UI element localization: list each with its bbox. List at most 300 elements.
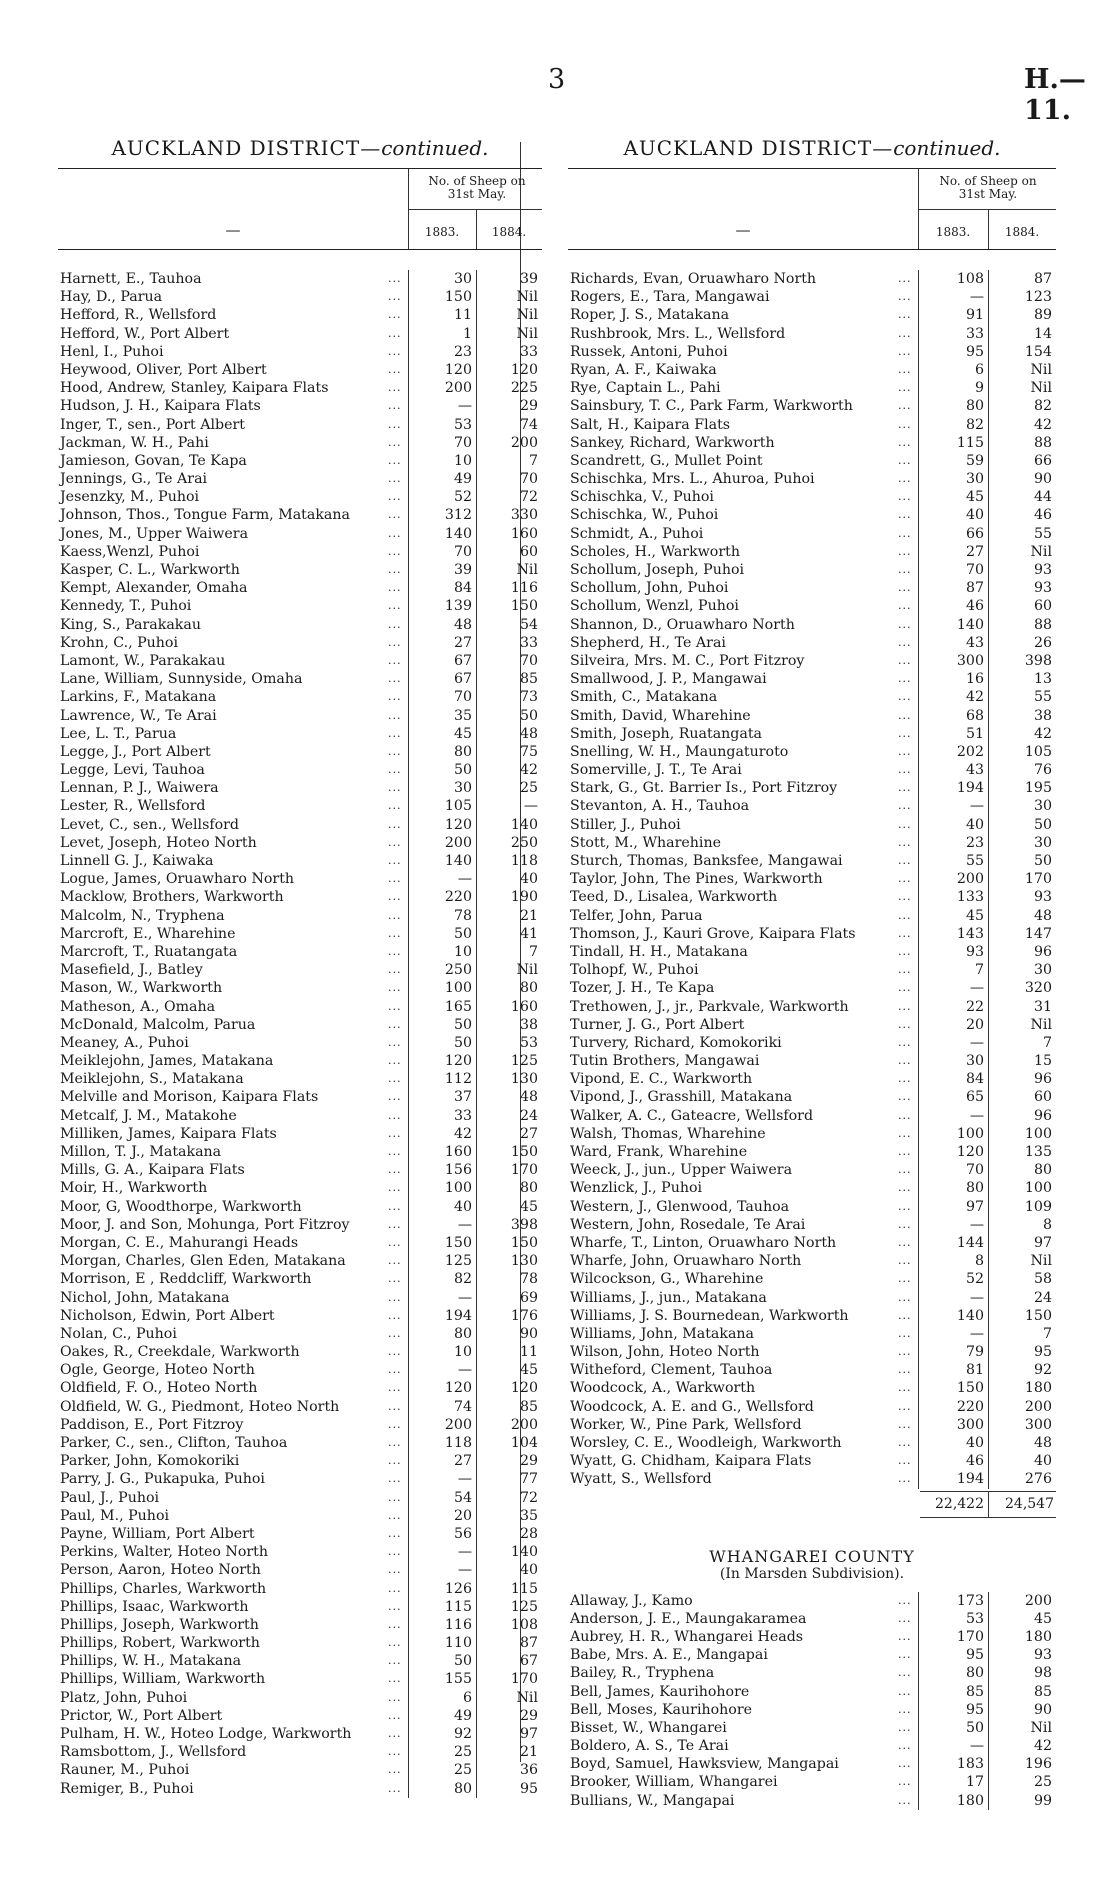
table-row — [58, 1670, 542, 1688]
sheep-1884: Nil — [1030, 1253, 1052, 1270]
sheep-1883: 42 — [453, 1125, 472, 1142]
sheep-1884: Nil — [516, 325, 538, 342]
sheep-1883: 10 — [453, 452, 472, 469]
leader-dots: ... — [898, 1308, 912, 1322]
sheep-1883: 165 — [444, 998, 472, 1015]
table-row — [58, 1416, 542, 1434]
table-row — [568, 325, 1056, 343]
sheep-1883: 48 — [453, 616, 472, 633]
sheep-1884: 180 — [1024, 1380, 1052, 1397]
sheep-1883: 40 — [965, 1435, 984, 1451]
year-1883-header: 1883. — [424, 225, 460, 239]
leader-dots: ... — [388, 344, 402, 358]
owner-name: Stark, G., Gt. Barrier Is., Port Fitzroy — [570, 780, 838, 797]
sheep-1884: 125 — [510, 1598, 538, 1615]
sheep-1883: 54 — [453, 1489, 472, 1506]
leader-dots: ... — [388, 1436, 402, 1449]
leader-dots: ... — [388, 1690, 402, 1704]
owner-name: Smith, C., Matakana — [570, 689, 718, 706]
leader-dots: ... — [388, 763, 402, 777]
sheep-1884: 58 — [1033, 1271, 1052, 1288]
sheep-1884: Nil — [516, 307, 538, 324]
owner-name: Milliken, James, Kaipara Flats — [60, 1125, 277, 1142]
owner-name: Weeck, J., jun., Upper Waiwera — [570, 1162, 793, 1179]
owner-name: Lester, R., Wellsford — [60, 798, 206, 815]
owner-name: Levet, C., sen., Wellsford — [60, 816, 240, 833]
table-row — [568, 834, 1056, 852]
table-row — [568, 1325, 1056, 1343]
sheep-1884: 95 — [1033, 1344, 1052, 1361]
leader-dots: ... — [898, 1381, 912, 1395]
sheep-1884: 88 — [1033, 434, 1052, 451]
sheep-1884: 33 — [519, 343, 538, 360]
table-row — [568, 1592, 1056, 1610]
leader-dots: ... — [388, 308, 402, 322]
sheep-1883: 23 — [965, 834, 984, 851]
owner-name: Matheson, A., Omaha — [60, 998, 216, 1015]
leader-dots: ... — [898, 1345, 912, 1359]
sheep-1884: 125 — [510, 1053, 538, 1070]
leader-dots: ... — [898, 1702, 912, 1716]
table-row — [568, 1610, 1056, 1628]
leader-dots: ... — [898, 999, 912, 1013]
owner-name: Mason, W., Warkworth — [60, 980, 223, 997]
sheep-1883: — — [969, 1289, 984, 1306]
sheep-1884: 100 — [1024, 1125, 1052, 1142]
sheep-1884: 38 — [519, 1016, 538, 1033]
table-row — [568, 1143, 1056, 1161]
totals-row — [568, 1489, 1056, 1519]
sheep-1884: 116 — [510, 580, 538, 597]
leader-dots: ... — [388, 326, 402, 340]
table-row — [568, 525, 1056, 543]
leader-dots: ... — [388, 581, 402, 595]
table-row — [568, 1107, 1056, 1125]
sheep-1884: 60 — [1033, 598, 1052, 615]
sheep-1883: 300 — [956, 1416, 984, 1433]
owner-name: Phillips, Robert, Warkworth — [60, 1635, 260, 1652]
sheep-1884: 195 — [1024, 780, 1052, 797]
table-row — [58, 1470, 542, 1488]
table-row — [568, 1307, 1056, 1325]
sheep-1884: 25 — [1033, 1774, 1052, 1791]
owner-name: Smith, Joseph, Ruatangata — [570, 725, 762, 742]
owner-name: Scandrett, G., Mullet Point — [570, 452, 763, 469]
sheep-1884: 30 — [1033, 798, 1052, 815]
table-row — [568, 470, 1056, 488]
sheep-1883: 183 — [956, 1756, 984, 1773]
owner-name: Krohn, C., Puhoi — [60, 634, 178, 651]
leader-dots: ... — [898, 308, 912, 322]
table-row — [58, 1125, 542, 1143]
table-row — [568, 1398, 1056, 1416]
owner-name: Williams, John, Matakana — [570, 1325, 755, 1342]
table-row — [58, 1289, 542, 1307]
sheep-1884: 109 — [1024, 1198, 1052, 1215]
owner-name: Tutin Brothers, Mangawai — [570, 1053, 760, 1070]
sheep-1883: 116 — [444, 1616, 472, 1633]
table-row — [568, 1270, 1056, 1288]
sheep-1884: 95 — [519, 1780, 538, 1797]
sheep-1884: 77 — [519, 1471, 538, 1488]
owner-name: Person, Aaron, Hoteo North — [60, 1562, 261, 1579]
leader-dots: ... — [898, 1181, 912, 1195]
leader-dots: ... — [898, 435, 912, 449]
table-row — [568, 1719, 1056, 1737]
table-row — [568, 1343, 1056, 1361]
table-row — [568, 925, 1056, 943]
owner-name: Prictor, W., Port Albert — [60, 1707, 223, 1724]
sheep-1883: 50 — [453, 1653, 472, 1670]
table-row — [58, 961, 542, 979]
sheep-1883: 50 — [453, 1034, 472, 1051]
leader-dots: ... — [388, 781, 402, 795]
sheep-1883: 312 — [444, 507, 472, 524]
leader-dots: ... — [898, 1290, 912, 1304]
sheep-1883: 120 — [444, 816, 472, 833]
leader-dots: ... — [898, 1254, 912, 1268]
owner-name: Ward, Frank, Wharehine — [570, 1144, 748, 1160]
owner-name: Western, J., Glenwood, Tauhoa — [570, 1198, 790, 1215]
sheep-1883: — — [457, 1362, 472, 1379]
owner-name: Moir, H., Warkworth — [60, 1180, 208, 1197]
sheep-1884: 45 — [1033, 1610, 1052, 1627]
sheep-1883: 220 — [956, 1398, 984, 1415]
leader-dots: ... — [898, 1593, 912, 1607]
owner-name: Melville and Morison, Kaipara Flats — [60, 1089, 319, 1106]
leader-dots: ... — [388, 1345, 402, 1359]
table-row — [58, 870, 542, 888]
table-row — [58, 888, 542, 906]
sheep-1883: 30 — [965, 471, 984, 488]
sheep-1884: 190 — [510, 889, 538, 906]
sheep-1883: 55 — [965, 853, 984, 869]
page-number: 3 — [548, 64, 566, 95]
sheep-1884: 48 — [1033, 1435, 1052, 1451]
year-1883-header: 1883. — [935, 225, 971, 239]
sheep-1883: — — [457, 1544, 472, 1561]
table-row — [58, 579, 542, 597]
sheep-1883: 53 — [965, 1610, 984, 1627]
leader-dots: ... — [898, 690, 912, 704]
table-row — [58, 1780, 542, 1798]
owner-name: Shannon, D., Oruawharo North — [570, 616, 795, 633]
sheep-1883: — — [969, 798, 984, 815]
sheep-1884: 35 — [519, 1507, 538, 1524]
table-row — [58, 470, 542, 488]
owner-name: Jones, M., Upper Waiwera — [60, 525, 249, 542]
sheep-1883: — — [457, 871, 472, 888]
section-subtitle: (In Marsden Subdivision). — [719, 1565, 905, 1582]
sheep-1883: 97 — [965, 1198, 984, 1215]
table-row — [58, 1452, 542, 1470]
sheep-1883: 50 — [453, 925, 472, 942]
table-row — [568, 870, 1056, 888]
sheep-1883: 300 — [956, 652, 984, 669]
table-row — [58, 1234, 542, 1252]
table-row — [568, 306, 1056, 324]
sheep-1883: 51 — [965, 725, 984, 742]
sheep-1884: 7 — [1042, 1325, 1052, 1342]
owner-name: Snelling, W. H., Maungaturoto — [570, 743, 789, 760]
sheep-1884: 42 — [1033, 416, 1052, 433]
owner-name: Henl, I., Puhoi — [60, 343, 164, 360]
sheep-1884: 80 — [519, 1180, 538, 1197]
sheep-1884: 120 — [510, 1380, 538, 1397]
owner-name: Mills, G. A., Kaipara Flats — [60, 1162, 245, 1179]
sheep-1883: 133 — [956, 889, 984, 906]
leader-dots: ... — [388, 1054, 402, 1068]
table-row — [58, 434, 542, 452]
leader-dots: ... — [898, 453, 912, 467]
leader-dots: ... — [898, 508, 912, 522]
leader-dots: ... — [898, 1472, 912, 1486]
leader-dots: ... — [388, 1235, 402, 1249]
leader-dots: ... — [898, 1017, 912, 1031]
sheep-1884: 150 — [510, 1144, 538, 1160]
table-row — [568, 1125, 1056, 1143]
name-column-header: — — [735, 221, 751, 239]
owner-name: Tindall, H. H., Matakana — [570, 943, 748, 960]
table-row — [568, 634, 1056, 652]
table-row — [568, 543, 1056, 561]
sheep-1884: 42 — [1033, 725, 1052, 742]
sheep-1883: 150 — [444, 289, 472, 306]
sheep-1883: 95 — [965, 1701, 984, 1718]
owner-name: Ryan, A. F., Kaiwaka — [570, 361, 717, 378]
leader-dots: ... — [388, 1617, 402, 1631]
sheep-1883: 30 — [453, 271, 472, 287]
table-row — [58, 1379, 542, 1397]
table-row — [58, 1543, 542, 1561]
table-row — [58, 1270, 542, 1288]
leader-dots: ... — [898, 1775, 912, 1789]
sheep-1883: 80 — [453, 1325, 472, 1342]
sheep-1884: — — [523, 798, 538, 815]
owner-name: Hood, Andrew, Stanley, Kaipara Flats — [60, 380, 329, 397]
owner-name: Wyatt, G. Chidham, Kaipara Flats — [570, 1453, 812, 1470]
table-row — [58, 1743, 542, 1761]
sheep-1884: 115 — [510, 1580, 538, 1597]
sheep-1883: 80 — [453, 1780, 472, 1797]
owner-name: Walker, A. C., Gateacre, Wellsford — [570, 1107, 814, 1124]
owner-name: Taylor, John, The Pines, Warkworth — [570, 871, 823, 888]
leader-dots: ... — [898, 1417, 912, 1431]
sheep-1883: 30 — [453, 780, 472, 797]
owner-name: Kaess,Wenzl, Puhoi — [60, 543, 200, 560]
leader-dots: ... — [388, 1290, 402, 1304]
leader-dots: ... — [388, 1199, 402, 1213]
sheep-1884: 40 — [519, 871, 538, 888]
table-row — [568, 797, 1056, 815]
sheep-1883: 45 — [965, 907, 984, 924]
sheep-1884: 45 — [519, 1362, 538, 1379]
owner-name: Morrison, E , Reddcliff, Warkworth — [60, 1271, 312, 1288]
table-row — [58, 452, 542, 470]
leader-dots: ... — [898, 581, 912, 595]
leader-dots: ... — [898, 763, 912, 777]
sheep-1883: 156 — [444, 1162, 472, 1179]
owner-name: Hefford, W., Port Albert — [60, 325, 230, 342]
sheep-1884: 55 — [1033, 525, 1052, 542]
owner-name: King, S., Parakakau — [60, 616, 201, 633]
leader-dots: ... — [898, 1326, 912, 1340]
sheep-1883: 39 — [453, 562, 472, 578]
sheep-1884: 92 — [1033, 1362, 1052, 1379]
sheep-count-header: No. of Sheep on 31st May. — [428, 174, 526, 201]
leader-dots: ... — [898, 526, 912, 540]
leader-dots: ... — [388, 1454, 402, 1468]
leader-dots: ... — [898, 781, 912, 795]
table-row — [568, 761, 1056, 779]
sheep-1883: 81 — [965, 1362, 984, 1379]
leader-dots: ... — [898, 1739, 912, 1753]
sheep-1883: 30 — [965, 1053, 984, 1070]
sheep-1883: 52 — [965, 1271, 984, 1288]
table-row — [568, 1452, 1056, 1470]
leader-dots: ... — [388, 399, 402, 413]
sheep-1883: — — [457, 398, 472, 415]
owner-name: Williams, J. S. Bournedean, Warkworth — [570, 1307, 849, 1324]
owner-name: Masefield, J., Batley — [60, 962, 203, 979]
sheep-1884: Nil — [1030, 380, 1052, 397]
sheep-1883: 74 — [453, 1398, 472, 1415]
sheep-1884: 170 — [1024, 871, 1052, 888]
sheep-1884: 60 — [519, 543, 538, 560]
table-row — [58, 834, 542, 852]
sheep-1884: 33 — [519, 634, 538, 651]
sheep-1883: — — [457, 1562, 472, 1579]
sheep-1884: 320 — [1024, 980, 1052, 997]
table-row — [568, 943, 1056, 961]
sheep-1884: 50 — [519, 707, 538, 724]
sheep-1883: 93 — [965, 943, 984, 960]
leader-dots: ... — [388, 1217, 402, 1231]
sheep-1883: 20 — [453, 1507, 472, 1524]
owner-name: Western, John, Rosedale, Te Arai — [570, 1216, 806, 1233]
owner-name: Nolan, C., Puhoi — [60, 1325, 177, 1342]
sheep-1884: 15 — [1033, 1053, 1052, 1070]
table-row — [568, 1434, 1056, 1452]
owner-name: Boyd, Samuel, Hawksview, Mangapai — [570, 1756, 839, 1773]
sheep-1883: 143 — [956, 925, 984, 942]
owner-name: Somerville, J. T., Te Arai — [570, 762, 742, 779]
sheep-1883: 108 — [956, 271, 984, 287]
year-1884-header: 1884. — [491, 225, 527, 239]
owner-name: Parker, C., sen., Clifton, Tauhoa — [60, 1435, 288, 1451]
leader-dots: ... — [388, 417, 402, 431]
sheep-1883: — — [969, 1107, 984, 1124]
sheep-1883: 194 — [444, 1307, 472, 1324]
sheep-1883: 180 — [956, 1792, 984, 1809]
sheep-1883: 40 — [453, 1198, 472, 1215]
sheep-1883: 27 — [453, 634, 472, 651]
sheep-1884: 21 — [519, 907, 538, 924]
sheep-1883: 120 — [444, 361, 472, 378]
sheep-1883: 120 — [444, 1053, 472, 1070]
sheep-1884: 250 — [510, 834, 538, 851]
right-rows — [568, 250, 1056, 1489]
leader-dots: ... — [898, 1684, 912, 1698]
owner-name: Bell, James, Kaurihohore — [570, 1683, 750, 1700]
leader-dots: ... — [898, 1035, 912, 1049]
leader-dots: ... — [388, 963, 402, 977]
sheep-1884: 31 — [1033, 998, 1052, 1015]
sheep-1884: 123 — [1024, 289, 1052, 306]
sheep-1883: 35 — [453, 707, 472, 724]
leader-dots: ... — [388, 362, 402, 376]
leader-dots: ... — [388, 908, 402, 922]
owner-name: Moor, J. and Son, Mohunga, Port Fitzroy — [60, 1216, 350, 1233]
sheep-1884: 70 — [519, 652, 538, 669]
sheep-1884: 40 — [1033, 1453, 1052, 1470]
sheep-1883: — — [969, 1738, 984, 1755]
table-row — [58, 1034, 542, 1052]
owner-name: Schmidt, A., Puhoi — [570, 525, 704, 542]
sheep-1884: 55 — [1033, 689, 1052, 706]
owner-name: Lawrence, W., Te Arai — [60, 707, 217, 724]
sheep-1884: 7 — [1042, 1034, 1052, 1051]
sheep-1884: 28 — [519, 1525, 538, 1542]
sheep-1884: 85 — [1033, 1683, 1052, 1700]
table-row — [568, 652, 1056, 670]
sheep-1884: 200 — [1024, 1398, 1052, 1415]
owner-name: Legge, Levi, Tauhoa — [60, 762, 205, 779]
table-row — [568, 1052, 1056, 1070]
leader-dots: ... — [898, 635, 912, 649]
table-row — [58, 1707, 542, 1725]
leader-dots: ... — [898, 744, 912, 758]
table-row — [58, 525, 542, 543]
table-row — [568, 688, 1056, 706]
sheep-1884: 30 — [1033, 834, 1052, 851]
sheep-1884: 26 — [1033, 634, 1052, 651]
sheep-1883: 105 — [444, 798, 472, 815]
table-row — [568, 361, 1056, 379]
owner-name: Wilcockson, G., Wharehine — [570, 1271, 764, 1288]
table-row — [568, 1161, 1056, 1179]
owner-name: Bailey, R., Tryphena — [570, 1665, 715, 1682]
table-row — [568, 907, 1056, 925]
table-row — [58, 1507, 542, 1525]
table-row — [568, 1755, 1056, 1773]
sheep-1883: 80 — [965, 1665, 984, 1682]
table-row — [58, 1598, 542, 1616]
table-row — [58, 343, 542, 361]
sheep-1884: 118 — [510, 853, 538, 869]
sheep-1884: 40 — [519, 1562, 538, 1579]
sheep-1883: 80 — [965, 398, 984, 415]
table-row — [58, 670, 542, 688]
owner-name: Perkins, Walter, Hoteo North — [60, 1544, 268, 1561]
table-row — [568, 1198, 1056, 1216]
table-row — [568, 779, 1056, 797]
sheep-1883: 25 — [453, 1744, 472, 1761]
leader-dots: ... — [388, 1508, 402, 1522]
sheep-1884: 48 — [519, 725, 538, 742]
owner-name: Remiger, B., Puhoi — [60, 1780, 194, 1797]
sheep-1883: 140 — [956, 616, 984, 633]
owner-name: Kempt, Alexander, Omaha — [60, 580, 248, 597]
table-row — [58, 743, 542, 761]
table-row — [58, 1325, 542, 1343]
leader-dots: ... — [388, 1708, 402, 1722]
leader-dots: ... — [388, 890, 402, 904]
sheep-1884: 87 — [1033, 271, 1052, 287]
sheep-1884: Nil — [1030, 543, 1052, 560]
sheep-1883: — — [969, 1216, 984, 1233]
table-row — [568, 1070, 1056, 1088]
